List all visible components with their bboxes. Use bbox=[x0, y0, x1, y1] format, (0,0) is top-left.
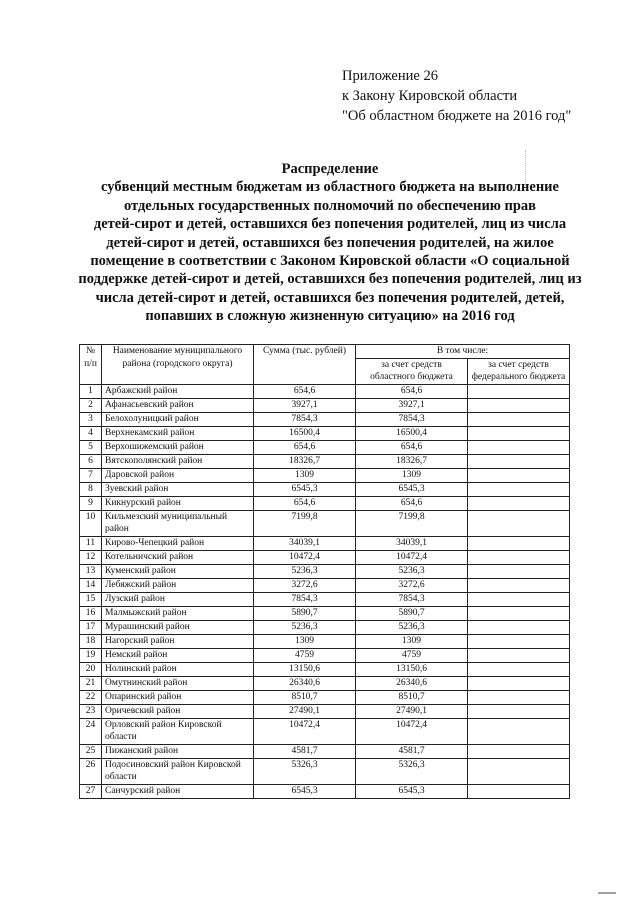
sum-value: 7199,8 bbox=[254, 510, 356, 536]
row-number: 7 bbox=[80, 468, 102, 482]
sum-value: 34039,1 bbox=[254, 536, 356, 550]
row-number: 4 bbox=[80, 426, 102, 440]
district-name: Вятскополянский район bbox=[102, 454, 254, 468]
district-name: Нагорский район bbox=[102, 634, 254, 648]
table-row bbox=[80, 648, 570, 662]
district-name: Котельничский район bbox=[102, 550, 254, 564]
sum-value: 10472,4 bbox=[254, 718, 356, 744]
sum-value: 5326,3 bbox=[254, 758, 356, 784]
sum-value: 7854,3 bbox=[254, 592, 356, 606]
sum-value: 1309 bbox=[254, 634, 356, 648]
table-row bbox=[80, 496, 570, 510]
row-number: 11 bbox=[80, 536, 102, 550]
sum-value: 1309 bbox=[254, 468, 356, 482]
regional-value: 1309 bbox=[356, 468, 468, 482]
regional-value: 7854,3 bbox=[356, 412, 468, 426]
federal-value bbox=[468, 468, 570, 482]
district-name: Верхошижемский район bbox=[102, 440, 254, 454]
district-name: Куменский район bbox=[102, 564, 254, 578]
district-name: Омутнинский район bbox=[102, 676, 254, 690]
sum-value: 18326,7 bbox=[254, 454, 356, 468]
table-row bbox=[80, 550, 570, 564]
row-number: 2 bbox=[80, 398, 102, 412]
header-federal: за счет средств федерального бюджета bbox=[468, 358, 570, 384]
appendix-title: Приложение 26 bbox=[342, 68, 438, 84]
district-name: Опаринский район bbox=[102, 690, 254, 704]
federal-value bbox=[468, 718, 570, 744]
regional-value: 654,6 bbox=[356, 496, 468, 510]
sum-value: 6545,3 bbox=[254, 784, 356, 798]
row-number: 18 bbox=[80, 634, 102, 648]
federal-value bbox=[468, 592, 570, 606]
federal-value bbox=[468, 758, 570, 784]
district-name: Мурашинский район bbox=[102, 620, 254, 634]
row-number: 20 bbox=[80, 662, 102, 676]
table-row bbox=[80, 662, 570, 676]
table-row bbox=[80, 564, 570, 578]
regional-value: 654,6 bbox=[356, 384, 468, 398]
sum-value: 654,6 bbox=[254, 440, 356, 454]
district-name: Верхнекамский район bbox=[102, 426, 254, 440]
district-name: Зуевский район bbox=[102, 482, 254, 496]
sum-value: 6545,3 bbox=[254, 482, 356, 496]
district-name: Кильмезский муниципальный район bbox=[102, 510, 254, 536]
regional-value: 654,6 bbox=[356, 440, 468, 454]
sum-value: 3272,6 bbox=[254, 578, 356, 592]
distribution-table bbox=[79, 344, 570, 799]
sum-value: 654,6 bbox=[254, 496, 356, 510]
regional-value: 6545,3 bbox=[356, 482, 468, 496]
heading-line: числа детей-сирот и детей, оставшихся без попечения родителей, детей, bbox=[95, 289, 565, 306]
sum-value: 3927,1 bbox=[254, 398, 356, 412]
table-body bbox=[80, 384, 570, 798]
row-number: 21 bbox=[80, 676, 102, 690]
row-number: 14 bbox=[80, 578, 102, 592]
federal-value bbox=[468, 704, 570, 718]
federal-value bbox=[468, 510, 570, 536]
federal-value bbox=[468, 676, 570, 690]
federal-value bbox=[468, 564, 570, 578]
federal-value bbox=[468, 648, 570, 662]
row-number: 23 bbox=[80, 704, 102, 718]
regional-value: 16500,4 bbox=[356, 426, 468, 440]
sum-value: 10472,4 bbox=[254, 550, 356, 564]
row-number: 22 bbox=[80, 690, 102, 704]
regional-value: 34039,1 bbox=[356, 536, 468, 550]
regional-value: 5890,7 bbox=[356, 606, 468, 620]
federal-value bbox=[468, 784, 570, 798]
district-name: Немский район bbox=[102, 648, 254, 662]
sum-value: 654,6 bbox=[254, 384, 356, 398]
sum-value: 5236,3 bbox=[254, 564, 356, 578]
regional-value: 10472,4 bbox=[356, 718, 468, 744]
row-number: 8 bbox=[80, 482, 102, 496]
header-regional: за счет средств областного бюджета bbox=[356, 358, 468, 384]
federal-value bbox=[468, 690, 570, 704]
federal-value bbox=[468, 662, 570, 676]
district-name: Оричевский район bbox=[102, 704, 254, 718]
regional-value: 3927,1 bbox=[356, 398, 468, 412]
federal-value bbox=[468, 482, 570, 496]
row-number: 19 bbox=[80, 648, 102, 662]
table-row bbox=[80, 634, 570, 648]
sum-value: 16500,4 bbox=[254, 426, 356, 440]
heading-line: детей-сирот и детей, оставшихся без попечения родителей, лиц из числа bbox=[93, 216, 567, 233]
heading-line: детей-сирот и детей, оставшихся без попечения родителей, на жилое bbox=[106, 234, 554, 251]
federal-value bbox=[468, 536, 570, 550]
regional-value: 26340,6 bbox=[356, 676, 468, 690]
regional-value: 7854,3 bbox=[356, 592, 468, 606]
district-name: Санчурский район bbox=[102, 784, 254, 798]
district-name: Белохолуницкий район bbox=[102, 412, 254, 426]
row-number: 5 bbox=[80, 440, 102, 454]
header-num: № п/п bbox=[80, 345, 102, 385]
heading-line: помещение в соответствии с Законом Кировской области «О социальной bbox=[90, 253, 570, 270]
district-name: Лузский район bbox=[102, 592, 254, 606]
table-row bbox=[80, 384, 570, 398]
regional-value: 10472,4 bbox=[356, 550, 468, 564]
heading-line: отдельных государственных полномочий по обеспечению прав bbox=[123, 197, 537, 214]
regional-value: 6545,3 bbox=[356, 784, 468, 798]
row-number: 17 bbox=[80, 620, 102, 634]
sum-value: 7854,3 bbox=[254, 412, 356, 426]
regional-value: 27490,1 bbox=[356, 704, 468, 718]
table-row bbox=[80, 592, 570, 606]
federal-value bbox=[468, 578, 570, 592]
federal-value bbox=[468, 398, 570, 412]
table-row bbox=[80, 536, 570, 550]
federal-value bbox=[468, 606, 570, 620]
district-name: Афанасьевский район bbox=[102, 398, 254, 412]
heading-line: поддержке детей-сирот и детей, оставшихся без попечения родителей, лиц из bbox=[78, 271, 582, 288]
regional-value: 4759 bbox=[356, 648, 468, 662]
table-row bbox=[80, 744, 570, 758]
district-name: Кикнурский район bbox=[102, 496, 254, 510]
row-number: 1 bbox=[80, 384, 102, 398]
sum-value: 13150,6 bbox=[254, 662, 356, 676]
header-including: В том числе: bbox=[356, 345, 570, 359]
header-sum: Сумма (тыс. рублей) bbox=[254, 345, 356, 385]
heading-line: попавших в сложную жизненную ситуацию» на 2016 год bbox=[145, 308, 515, 325]
district-name: Подосиновский район Кировской области bbox=[102, 758, 254, 784]
appendix-law-title: "Об областном бюджете на 2016 год" bbox=[342, 108, 572, 124]
header-name: Наименование муниципального района (городского округа) bbox=[102, 345, 254, 385]
federal-value bbox=[468, 454, 570, 468]
federal-value bbox=[468, 744, 570, 758]
row-number: 9 bbox=[80, 496, 102, 510]
heading-line: субвенций местным бюджетам из областного бюджета на выполнение bbox=[101, 179, 559, 196]
regional-value: 18326,7 bbox=[356, 454, 468, 468]
table-row bbox=[80, 620, 570, 634]
regional-value: 1309 bbox=[356, 634, 468, 648]
corner-mark-icon bbox=[597, 890, 617, 896]
table-row bbox=[80, 784, 570, 798]
district-name: Пижанский район bbox=[102, 744, 254, 758]
district-name: Орловский район Кировской области bbox=[102, 718, 254, 744]
sum-value: 5236,3 bbox=[254, 620, 356, 634]
table-row bbox=[80, 412, 570, 426]
table-row bbox=[80, 690, 570, 704]
row-number: 6 bbox=[80, 454, 102, 468]
regional-value: 7199,8 bbox=[356, 510, 468, 536]
regional-value: 4581,7 bbox=[356, 744, 468, 758]
district-name: Нолинский район bbox=[102, 662, 254, 676]
federal-value bbox=[468, 496, 570, 510]
district-name: Малмыжский район bbox=[102, 606, 254, 620]
district-name: Кирово-Чепецкий район bbox=[102, 536, 254, 550]
regional-value: 8510,7 bbox=[356, 690, 468, 704]
regional-value: 5236,3 bbox=[356, 564, 468, 578]
row-number: 16 bbox=[80, 606, 102, 620]
federal-value bbox=[468, 412, 570, 426]
sum-value: 4759 bbox=[254, 648, 356, 662]
row-number: 25 bbox=[80, 744, 102, 758]
table-row bbox=[80, 718, 570, 744]
row-number: 12 bbox=[80, 550, 102, 564]
row-number: 26 bbox=[80, 758, 102, 784]
table-row bbox=[80, 454, 570, 468]
row-number: 3 bbox=[80, 412, 102, 426]
regional-value: 5236,3 bbox=[356, 620, 468, 634]
row-number: 13 bbox=[80, 564, 102, 578]
heading-line: Распределение bbox=[281, 161, 379, 177]
federal-value bbox=[468, 384, 570, 398]
district-name: Лебяжский район bbox=[102, 578, 254, 592]
row-number: 15 bbox=[80, 592, 102, 606]
federal-value bbox=[468, 620, 570, 634]
table-row bbox=[80, 398, 570, 412]
federal-value bbox=[468, 440, 570, 454]
district-name: Даровской район bbox=[102, 468, 254, 482]
table-row bbox=[80, 758, 570, 784]
row-number: 24 bbox=[80, 718, 102, 744]
table-row bbox=[80, 482, 570, 496]
row-number: 27 bbox=[80, 784, 102, 798]
federal-value bbox=[468, 550, 570, 564]
table-row bbox=[80, 510, 570, 536]
table-row bbox=[80, 468, 570, 482]
table-row bbox=[80, 704, 570, 718]
federal-value bbox=[468, 426, 570, 440]
table-row bbox=[80, 578, 570, 592]
regional-value: 3272,6 bbox=[356, 578, 468, 592]
table-row bbox=[80, 676, 570, 690]
sum-value: 4581,7 bbox=[254, 744, 356, 758]
district-name: Арбажский район bbox=[102, 384, 254, 398]
table-row bbox=[80, 426, 570, 440]
sum-value: 5890,7 bbox=[254, 606, 356, 620]
regional-value: 13150,6 bbox=[356, 662, 468, 676]
document-heading bbox=[70, 160, 590, 326]
federal-value bbox=[468, 634, 570, 648]
regional-value: 5326,3 bbox=[356, 758, 468, 784]
appendix-law: к Закону Кировской области bbox=[342, 88, 518, 104]
table-row bbox=[80, 440, 570, 454]
appendix-block bbox=[342, 66, 571, 126]
table-row bbox=[80, 606, 570, 620]
sum-value: 27490,1 bbox=[254, 704, 356, 718]
sum-value: 8510,7 bbox=[254, 690, 356, 704]
sum-value: 26340,6 bbox=[254, 676, 356, 690]
row-number: 10 bbox=[80, 510, 102, 536]
